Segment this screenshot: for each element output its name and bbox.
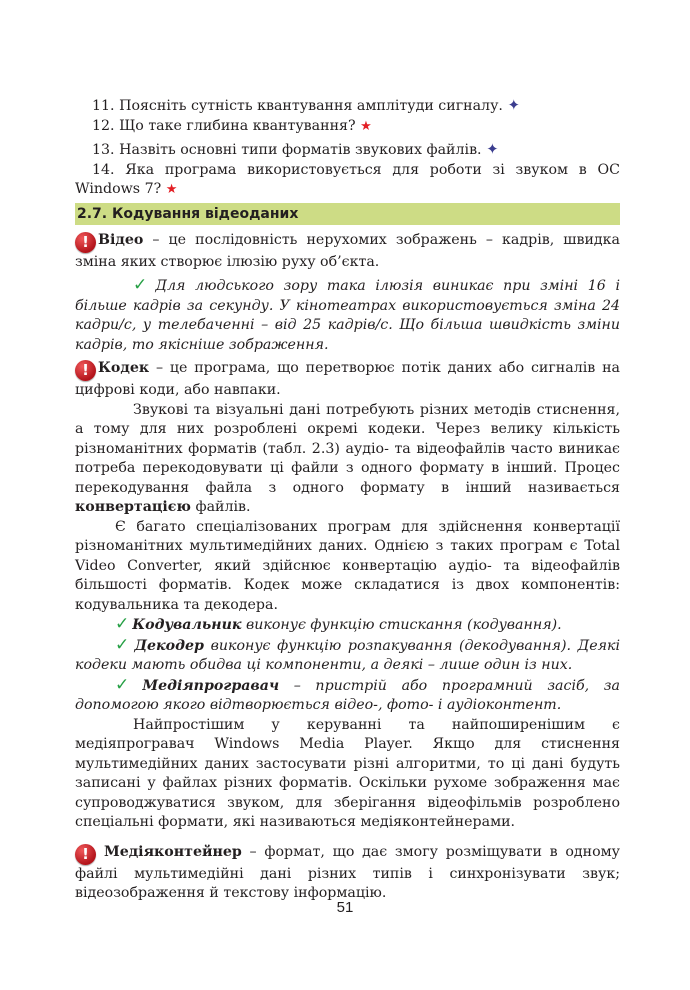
video-term: Відео: [98, 231, 144, 248]
sparkle-icon: ✦: [507, 96, 521, 114]
question-11: 11. Поясніть сутність квантування амплітуди сигналу. ✦: [92, 96, 521, 114]
container-term: Медіяконтейнер: [104, 843, 242, 860]
important-icon: !: [75, 360, 96, 381]
player-note: ✓ Медіяпрогравач – пристрій або програмний засіб, за допомогою якого відтворюється відео-, фото- і аудіоконтент.: [75, 674, 620, 713]
checkmark-icon: ✓: [115, 614, 130, 634]
question-14: 14. Яка програма використовується для роботи зі звуком в ОС Windows 7? ★: [75, 161, 620, 197]
paragraph-converters: Є багато спеціалізованих програм для здійснення конвертації різноманітних мультимедійних даних. Однією з таких програм є Total Video Converter, який здійснює конвертацію аудіо- та відеофайлів більшості форматів. Кодек може складатися із двох компонентів: кодувальника та декодера.: [75, 518, 620, 613]
important-icon: !: [75, 844, 96, 865]
question-13: 13. Назвіть основні типи форматів звукових файлів. ✦: [92, 140, 499, 158]
question-12: 12. Що таке глибина квантування? ★: [92, 117, 372, 134]
decoder-note: ✓ Декодер виконує функцію розпакування (декодування). Деякі кодеки мають обидва ці компоненти, а деякі – лише один із них.: [75, 634, 620, 673]
checkmark-icon: ✓: [133, 275, 153, 295]
page-content: [75, 96, 620, 904]
star-icon: ★: [360, 118, 372, 134]
section-heading: 2.7. Кодування відеоданих: [75, 203, 620, 225]
important-icon: !: [75, 232, 96, 253]
page-number: 51: [336, 899, 354, 916]
container-definition: ! Медіяконтейнер – формат, що дає змогу розміщувати в одному файлі мультимедійні дані різних типів і синхронізувати звук; відеозображення й текстову інформацію.: [75, 843, 620, 901]
video-note: ✓ Для людського зору така ілюзія виникає при зміні 16 і більше кадрів за секунду. У кінотеатрах використовується зміна 24 кадри/с, у телебаченні – від 25 кадрів/с. Що більша швидкість зміни кадрів, то якісніше зображення.: [75, 275, 621, 353]
encoder-note: ✓ Кодувальник виконує функцію стискання (кодування).: [115, 614, 562, 634]
codec-definition: ! Кодек – це програма, що перетворює потік даних або сигналів на цифрові коди, або навпаки.: [75, 360, 620, 398]
video-definition: ! Відео – це послідовність нерухомих зображень – кадрів, швидка зміна яких створює ілюзію руху об’єкта.: [75, 231, 620, 270]
checkmark-icon: ✓: [115, 674, 140, 695]
star-icon: ★: [165, 182, 178, 197]
sparkle-icon: ✦: [486, 140, 499, 158]
codec-term: Кодек: [98, 360, 150, 376]
paragraph-compression: Звукові та візуальні дані потребують різних методів стиснення, а тому для них розроблені окремі кодеки. Через велику кількість різноманітних форматів (табл. 2.3) аудіо- та відеофайлів часто виникає потреба перекодовувати ці файли з одного формату в інший. Процес перекодування файла з одного формату в інший називається конвертацією файлів.: [75, 401, 620, 515]
checkmark-icon: ✓: [115, 634, 132, 655]
paragraph-media-player: Найпростішим у керуванні та найпоширенішим є медіяпрогравач Windows Media Player. Якщо для стиснення мультимедійних даних застосувати різні алгоритми, то ці дані будуть записані у файлах різних форматів. Оскільки рухоме зображення має супроводжуватися звуком, для зберігання відеофільмів розроблено спеціальні формати, які називаються медіяконтейнерами.: [75, 716, 620, 830]
